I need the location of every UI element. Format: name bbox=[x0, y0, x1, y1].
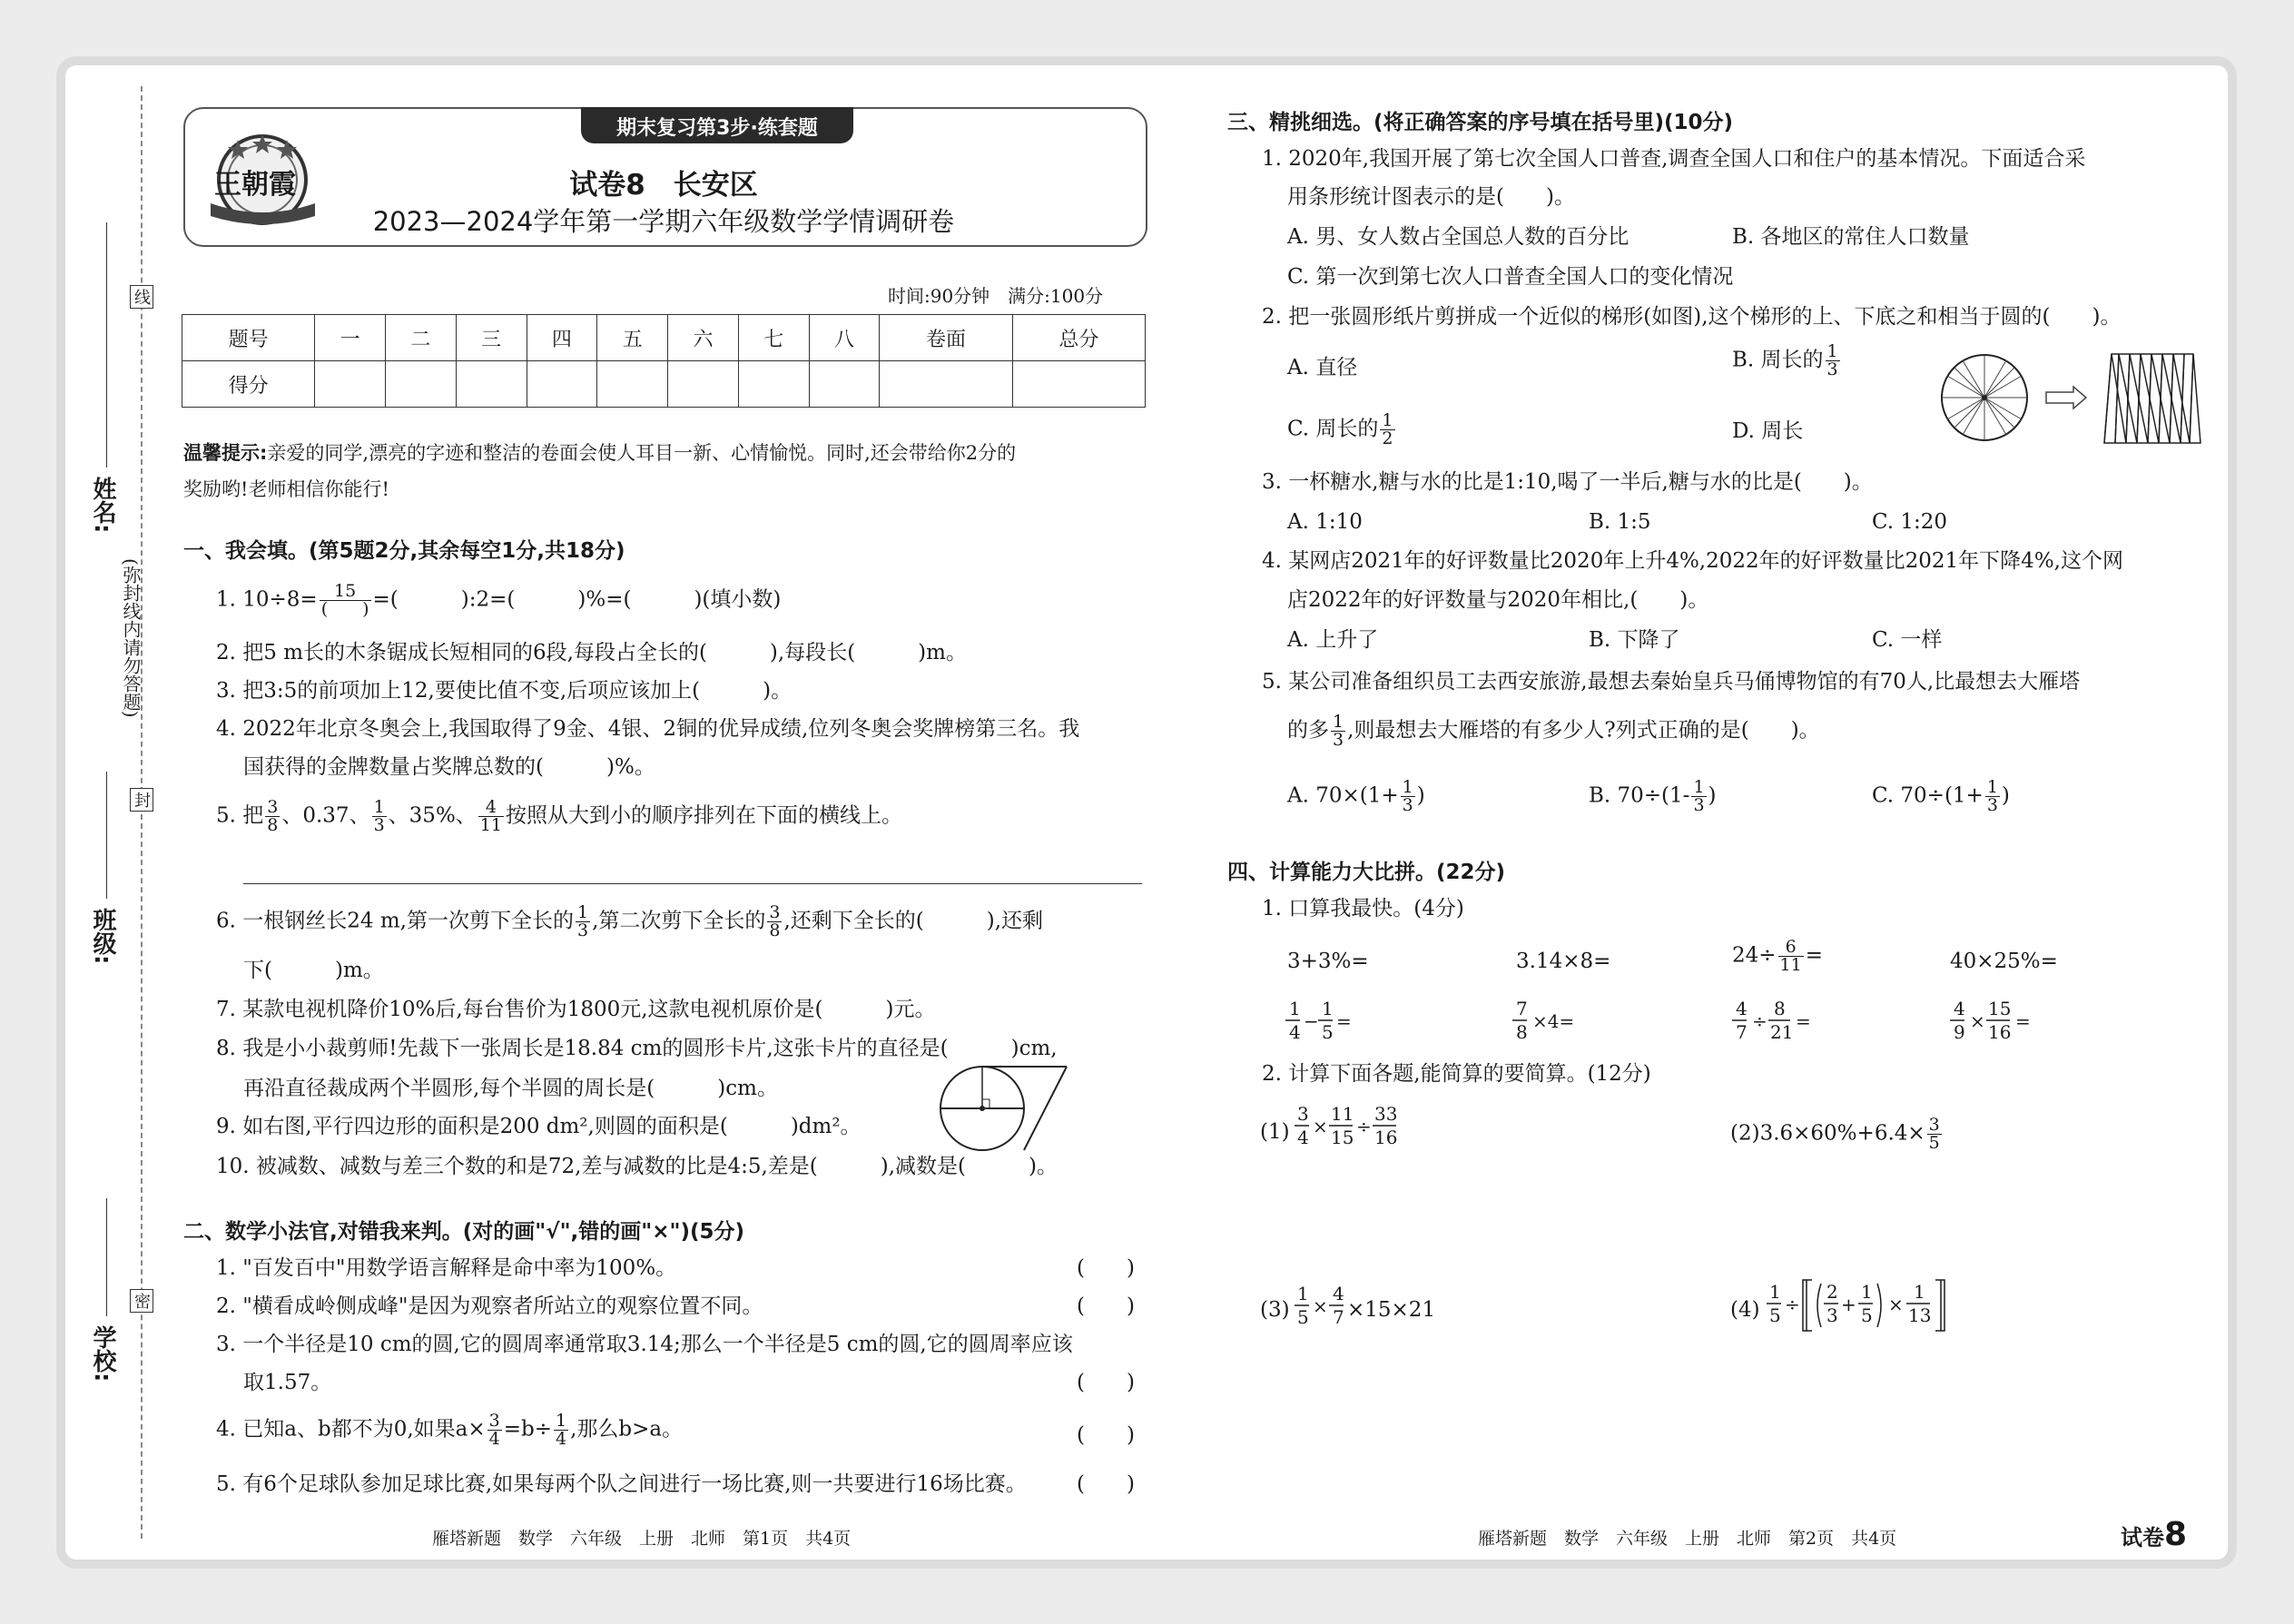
paper-badge bbox=[2121, 1516, 2187, 1553]
opt-text: C. 70÷(1+ bbox=[1872, 783, 1984, 808]
svg-text:÷: ÷ bbox=[1356, 1116, 1372, 1137]
svg-text:1: 1 bbox=[1769, 1281, 1781, 1303]
frac-den: 2 bbox=[1382, 428, 1393, 448]
score-header-cell: 总分 bbox=[1012, 315, 1145, 361]
frac-num: 1 bbox=[1826, 341, 1838, 361]
frac-den: 3 bbox=[1333, 730, 1344, 750]
s4-sub2: 2. 计算下面各题,能简算的要简算。(12分) bbox=[1262, 1062, 1651, 1086]
svg-text:7: 7 bbox=[1516, 998, 1528, 1019]
close-paren: ) bbox=[1708, 783, 1717, 808]
svg-text:4: 4 bbox=[1333, 1283, 1344, 1304]
s1-q9: 9. 如右图,平行四边形的面积是200 dm²,则圆的面积是( )dm²。 bbox=[216, 1115, 861, 1138]
svg-text:7: 7 bbox=[1736, 1021, 1748, 1043]
s1-q5-c: 、35%、 bbox=[388, 803, 477, 828]
score-header-cell: 八 bbox=[809, 315, 880, 361]
section3-title: 三、精挑细选。(将正确答案的序号填在括号里)(10分) bbox=[1227, 111, 1734, 134]
score-cell[interactable] bbox=[1012, 361, 1145, 408]
calc-2-text: (2)3.6×60%+6.4× bbox=[1730, 1121, 1925, 1146]
svg-text:9: 9 bbox=[1954, 1021, 1965, 1043]
badge-number: 8 bbox=[2164, 1516, 2188, 1553]
s3-q2-option-c[interactable] bbox=[1287, 412, 1397, 448]
s2-q4-answer[interactable]: ( ) bbox=[1077, 1423, 1135, 1447]
s1-q2: 2. 把5 m长的木条锯成长短相同的6段,每段占全长的( ),每段长( )m。 bbox=[216, 641, 967, 664]
svg-text:4: 4 bbox=[1736, 998, 1748, 1019]
frac-den: 11 bbox=[1779, 955, 1802, 975]
s3-q1-option-a[interactable]: A. 男、女人数占全国总人数的百分比 bbox=[1287, 225, 1629, 249]
svg-text:=: = bbox=[1796, 1010, 1811, 1032]
s3-q1-option-b[interactable]: B. 各地区的常住人口数量 bbox=[1732, 225, 1970, 249]
score-header-cell: 题号 bbox=[182, 315, 315, 361]
s3-q1-option-c[interactable]: C. 第一次到第七次人口普查全国人口的变化情况 bbox=[1287, 265, 1734, 289]
svg-text:21: 21 bbox=[1770, 1021, 1794, 1043]
score-cell[interactable] bbox=[385, 361, 456, 408]
s1-q3: 3. 把3:5的前项加上12,要使比值不变,后项应该加上( )。 bbox=[216, 679, 793, 703]
svg-text:+: + bbox=[1841, 1294, 1856, 1315]
score-row-label: 得分 bbox=[182, 361, 315, 408]
svg-text:5: 5 bbox=[1297, 1306, 1309, 1328]
frac-den: 4 bbox=[488, 1429, 500, 1449]
s3-q5-option-a[interactable] bbox=[1287, 779, 1425, 814]
score-table bbox=[182, 314, 1146, 408]
frac-num: 3 bbox=[769, 902, 781, 922]
calc-3-label: (3) bbox=[1260, 1298, 1290, 1322]
s2-q4-a: 4. 已知a、b都不为0,如果a× bbox=[216, 1417, 486, 1442]
s1-q6-a: 6. 一根钢丝长24 m,第一次剪下全长的 bbox=[216, 909, 574, 933]
score-header-cell: 六 bbox=[668, 315, 739, 361]
frac-1-3 bbox=[576, 904, 590, 940]
score-header-cell: 一 bbox=[315, 315, 386, 361]
s3-q1-line1: 1. 2020年,我国开展了第七次全国人口普查,调查全国人口和住户的基本情况。下面适合采 bbox=[1262, 147, 2086, 171]
s3-q4-line1: 4. 某网店2021年的好评数量比2020年上升4%,2022年的好评数量比2021年下降4%,这个网 bbox=[1262, 549, 2123, 573]
svg-text:5: 5 bbox=[1861, 1304, 1873, 1326]
score-cell[interactable] bbox=[527, 361, 597, 408]
exam-subtitle: 2023—2024学年第一学期六年级数学学情调研卷 bbox=[372, 206, 955, 237]
school-label: 学校: bbox=[89, 1325, 116, 1383]
circle-parallelogram-figure-icon bbox=[935, 1058, 1071, 1157]
s2-q5: 5. 有6个足球队参加足球比赛,如果每两个队之间进行一场比赛,则一共要进行16场比赛。 bbox=[216, 1472, 1027, 1496]
svg-text:÷: ÷ bbox=[1752, 1010, 1767, 1032]
s4-sub1: 1. 口算我最快。(4分) bbox=[1262, 897, 1464, 920]
svg-text:16: 16 bbox=[1374, 1127, 1398, 1148]
score-header-cell: 卷面 bbox=[880, 315, 1012, 361]
svg-text:2: 2 bbox=[1826, 1281, 1838, 1303]
frac-1-3 bbox=[1826, 343, 1840, 379]
name-field[interactable] bbox=[106, 222, 107, 468]
section4-title: 四、计算能力大比拼。(22分) bbox=[1227, 861, 1506, 884]
s3-q2-option-a[interactable]: A. 直径 bbox=[1287, 356, 1358, 379]
seal-mark-secret: 密 bbox=[130, 1289, 153, 1313]
s3-q3: 3. 一杯糖水,糖与水的比是1:10,喝了一半后,糖与水的比是( )。 bbox=[1262, 470, 1873, 494]
calc-4-label: (4) bbox=[1730, 1298, 1760, 1322]
svg-text:3: 3 bbox=[1826, 1304, 1838, 1326]
frac-num: 1 bbox=[1333, 712, 1344, 732]
s3-q3-option-a[interactable]: A. 1:10 bbox=[1287, 510, 1363, 534]
s1-q7: 7. 某款电视机降价10%后,每台售价为1800元,这款电视机原价是( )元。 bbox=[216, 998, 936, 1021]
section1-title: 一、我会填。(第5题2分,其余每空1分,共18分) bbox=[183, 539, 625, 563]
svg-text:3: 3 bbox=[1297, 1103, 1309, 1125]
score-cell[interactable] bbox=[809, 361, 880, 408]
svg-text:1: 1 bbox=[1861, 1281, 1873, 1303]
frac-1-3 bbox=[1691, 779, 1706, 814]
svg-text:16: 16 bbox=[1988, 1021, 2012, 1043]
frac-num: 1 bbox=[556, 1411, 567, 1431]
frac-num: 1 bbox=[576, 902, 589, 922]
svg-text:4: 4 bbox=[1954, 998, 1965, 1019]
tip-line1: 亲爱的同学,漂亮的字迹和整洁的卷面会使人耳目一新、心情愉悦。同时,还会带给你2分的 bbox=[267, 442, 1017, 464]
s1-q8-line2: 再沿直径裁成两个半圆形,每个半圆的周长是( )cm。 bbox=[243, 1077, 778, 1100]
calc-1-label: (1) bbox=[1260, 1120, 1290, 1144]
frac-num: 4 bbox=[478, 799, 504, 817]
score-cell[interactable] bbox=[880, 361, 1012, 408]
s1-q4-line1: 4. 2022年北京冬奥会上,我国取得了9金、4银、2铜的优异成绩,位列冬奥会奖牌榜第三名。我 bbox=[216, 717, 1080, 741]
option-c-text: C. 周长的 bbox=[1287, 417, 1379, 441]
svg-text:1: 1 bbox=[1322, 998, 1334, 1019]
svg-text:×4=: ×4= bbox=[1532, 1010, 1575, 1032]
frac-num: 1 bbox=[373, 797, 385, 817]
score-table-header-row bbox=[182, 315, 1146, 361]
frac-3-5 bbox=[1927, 1117, 1942, 1152]
s2-q1: 1. "百发百中"用数学语言解释是命中率为100%。 bbox=[216, 1256, 677, 1280]
frac-den: 3 bbox=[1826, 359, 1838, 379]
svg-text:=: = bbox=[2015, 1010, 2031, 1032]
s1-q1-b: =( ):2=( )%=( )(填小数) bbox=[372, 587, 782, 612]
s1-q5-a: 5. 把 bbox=[216, 803, 264, 828]
s3-q4-option-a[interactable]: A. 上升了 bbox=[1287, 628, 1379, 652]
frac-1-2 bbox=[1380, 412, 1394, 448]
score-header-cell: 二 bbox=[385, 315, 456, 361]
s1-q4-line2: 国获得的金牌数量占奖牌总数的( )%。 bbox=[243, 755, 655, 779]
frac-den: 3 bbox=[576, 920, 589, 940]
svg-text:×: × bbox=[1970, 1010, 1985, 1032]
close-paren: ) bbox=[2001, 783, 2010, 808]
opt-text: A. 70×(1+ bbox=[1287, 783, 1399, 808]
tip-label: 温馨提示: bbox=[183, 442, 268, 464]
s2-q3-answer[interactable]: ( ) bbox=[1077, 1371, 1135, 1394]
svg-text:8: 8 bbox=[1516, 1021, 1528, 1043]
frac-1-3 bbox=[372, 799, 387, 834]
exam-title: 试卷8 长安区 bbox=[569, 169, 758, 202]
frac-num: 1 bbox=[1402, 777, 1413, 797]
frac-1-3 bbox=[1985, 779, 2000, 814]
svg-text:×: × bbox=[1313, 1295, 1328, 1317]
oral-text: 24÷ bbox=[1732, 943, 1777, 968]
frac-num: 1 bbox=[1382, 410, 1393, 430]
s3-q5-l2b: ,则最想去大雁塔的有多少人?列式正确的是( )。 bbox=[1347, 718, 1820, 743]
svg-text:5: 5 bbox=[1322, 1021, 1334, 1043]
frac-3-8 bbox=[265, 799, 280, 834]
score-header-cell: 七 bbox=[738, 315, 809, 361]
seal-mark-line: 线 bbox=[130, 285, 153, 309]
svg-text:1: 1 bbox=[1914, 1281, 1925, 1303]
frac-4-11 bbox=[478, 799, 504, 834]
score-header-cell: 四 bbox=[527, 315, 597, 361]
frac-den: 3 bbox=[1402, 795, 1413, 815]
s3-q2-option-d[interactable]: D. 周长 bbox=[1732, 419, 1804, 443]
s1-q5-d: 按照从大到小的顺序排列在下面的横线上。 bbox=[505, 803, 902, 828]
frac-1-4 bbox=[554, 1412, 568, 1448]
svg-text:4: 4 bbox=[1297, 1127, 1309, 1148]
svg-text:=: = bbox=[1336, 1010, 1352, 1032]
svg-text:7: 7 bbox=[1333, 1306, 1344, 1328]
frac-num: 1 bbox=[1986, 777, 1998, 797]
svg-text:÷: ÷ bbox=[1785, 1294, 1800, 1315]
score-header-cell: 五 bbox=[597, 315, 668, 361]
svg-text:4: 4 bbox=[1289, 1021, 1301, 1043]
oral-item-3 bbox=[1732, 939, 1823, 974]
frac-den: 3 bbox=[1986, 795, 1998, 815]
calc-3-tail: ×15×21 bbox=[1347, 1298, 1436, 1322]
class-label: 班级: bbox=[89, 908, 116, 965]
oral-item-2: 3.14×8= bbox=[1516, 950, 1611, 973]
svg-text:1: 1 bbox=[1297, 1283, 1309, 1304]
svg-text:13: 13 bbox=[1908, 1304, 1932, 1326]
calc-2 bbox=[1730, 1117, 1944, 1152]
circle-to-trapezoid-figure-icon bbox=[1939, 349, 2202, 448]
score-cell[interactable] bbox=[668, 361, 739, 408]
svg-text:11: 11 bbox=[1331, 1103, 1354, 1125]
s3-q4-option-c[interactable]: C. 一样 bbox=[1872, 628, 1943, 652]
svg-text:15: 15 bbox=[1988, 998, 2012, 1019]
oral-fraction-row bbox=[1285, 995, 2193, 1049]
logo-text: 王朝霞 bbox=[214, 169, 296, 201]
s1-q5-answer-line[interactable] bbox=[243, 883, 1142, 884]
svg-text:15: 15 bbox=[1331, 1127, 1354, 1148]
footer-left: 雁塔新题 数学 六年级 上册 北师 第1页 共4页 bbox=[432, 1529, 852, 1549]
s2-q3-line1: 3. 一个半径是10 cm的圆,它的圆周率通常取3.14;那么一个半径是5 cm的圆,它的圆周率应该 bbox=[216, 1333, 1073, 1356]
frac-den: 8 bbox=[267, 815, 279, 835]
footer-right: 雁塔新题 数学 六年级 上册 北师 第2页 共4页 bbox=[1478, 1529, 1897, 1549]
frac-num: 6 bbox=[1778, 939, 1804, 957]
svg-text:×: × bbox=[1313, 1116, 1328, 1137]
frac-den: 8 bbox=[769, 920, 781, 940]
oral-item-1: 3+3%= bbox=[1287, 950, 1369, 973]
svg-text:33: 33 bbox=[1374, 1103, 1398, 1125]
school-field[interactable] bbox=[106, 1198, 107, 1316]
frac-num: 3 bbox=[488, 1411, 500, 1431]
close-paren: ) bbox=[1416, 783, 1425, 808]
frac-den: 4 bbox=[556, 1429, 567, 1449]
s1-q6-b: ,第二次剪下全长的 bbox=[592, 909, 766, 933]
score-header-cell: 三 bbox=[456, 315, 527, 361]
s3-q5-option-b[interactable] bbox=[1589, 779, 1717, 814]
score-cell[interactable] bbox=[738, 361, 809, 408]
s1-q6-c: ,还剩下全长的( ),还剩 bbox=[783, 909, 1044, 933]
frac-1-3 bbox=[1331, 714, 1345, 749]
class-field[interactable] bbox=[106, 772, 107, 899]
svg-text:1: 1 bbox=[1289, 998, 1301, 1019]
frac-den: 3 bbox=[1693, 795, 1705, 815]
frac-3-4 bbox=[487, 1412, 502, 1448]
frac-num: 1 bbox=[1693, 777, 1705, 797]
s2-q4-b: =b÷ bbox=[503, 1417, 552, 1442]
s2-q5-answer[interactable]: ( ) bbox=[1077, 1472, 1135, 1496]
frac-6-11 bbox=[1778, 939, 1804, 974]
seal-notice: (弥封线内请勿答题) bbox=[120, 558, 142, 718]
equals: = bbox=[1805, 943, 1824, 968]
frac-num: 3 bbox=[267, 797, 279, 817]
svg-text:5: 5 bbox=[1769, 1304, 1781, 1326]
frac-3-8 bbox=[767, 904, 782, 940]
s2-q2: 2. "横看成岭侧成峰"是因为观察者所站立的观察位置不同。 bbox=[216, 1294, 763, 1318]
s2-q2-answer[interactable]: ( ) bbox=[1077, 1294, 1135, 1318]
badge-text: 试卷 bbox=[2121, 1525, 2164, 1550]
oral-item-4: 40×25%= bbox=[1950, 950, 2058, 973]
opt-text: B. 70÷(1- bbox=[1589, 783, 1690, 808]
s2-q3-line2: 取1.57。 bbox=[243, 1371, 332, 1394]
name-label: 姓名: bbox=[89, 477, 116, 534]
s3-q4-line2: 店2022年的好评数量与2020年相比,( )。 bbox=[1287, 588, 1709, 612]
s3-q2-option-b[interactable] bbox=[1732, 343, 1842, 379]
s1-q1-frac bbox=[320, 583, 371, 618]
score-table-score-row bbox=[182, 361, 1146, 408]
frac-num: 3 bbox=[1928, 1115, 1940, 1135]
s1-q10: 10. 被减数、减数与差三个数的和是72,差与减数的比是4:5,差是( ),减数是( )。 bbox=[216, 1155, 1058, 1178]
frac-den[interactable]: ( ) bbox=[320, 599, 369, 619]
frac-1-3 bbox=[1401, 779, 1415, 814]
time-info: 时间:90分钟 满分:100分 bbox=[888, 285, 1104, 307]
score-cell[interactable] bbox=[456, 361, 527, 408]
frac-den: 5 bbox=[1928, 1133, 1940, 1153]
s3-q2: 2. 把一张圆形纸片剪拼成一个近似的梯形(如图),这个梯形的上、下底之和相当于圆的( )。 bbox=[1262, 305, 2122, 329]
s1-q1-a: 1. 10÷8= bbox=[216, 587, 318, 612]
s3-q5-option-c[interactable] bbox=[1872, 779, 2010, 814]
svg-text:−: − bbox=[1304, 1010, 1319, 1032]
s3-q3-option-c[interactable]: C. 1:20 bbox=[1872, 510, 1948, 534]
s3-q1-line2: 用条形统计图表示的是( )。 bbox=[1287, 185, 1575, 209]
s3-q5-line1: 5. 某公司准备组织员工去西安旅游,最想去秦始皇兵马俑博物馆的有70人,比最想去大雁塔 bbox=[1262, 670, 2081, 694]
svg-text:8: 8 bbox=[1774, 998, 1786, 1019]
score-cell[interactable] bbox=[597, 361, 668, 408]
s2-q4-c: ,那么b>a。 bbox=[570, 1417, 684, 1442]
svg-text:×: × bbox=[1888, 1294, 1904, 1315]
section2-title: 二、数学小法官,对错我来判。(对的画"√",错的画"×")(5分) bbox=[183, 1220, 745, 1244]
s1-q6-line2: 下( )m。 bbox=[243, 959, 384, 982]
seal-mark-seal: 封 bbox=[130, 788, 153, 812]
frac-den: 11 bbox=[479, 815, 502, 835]
frac-num: 15 bbox=[320, 583, 371, 601]
banner-text: 期末复习第3步·练套题 bbox=[616, 117, 818, 140]
score-cell[interactable] bbox=[315, 361, 386, 408]
s2-q1-answer[interactable]: ( ) bbox=[1077, 1256, 1135, 1280]
s1-q8-line1: 8. 我是小小裁剪师!先裁下一张周长是18.84 cm的圆形卡片,这张卡片的直径是( )cm, bbox=[216, 1037, 1058, 1060]
s3-q3-option-b[interactable]: B. 1:5 bbox=[1589, 510, 1651, 534]
s3-q5-l2a: 的多 bbox=[1287, 718, 1329, 743]
tip-line2: 奖励哟!老师相信你能行! bbox=[183, 478, 389, 500]
calc-4-expression bbox=[1767, 1275, 1966, 1338]
frac-den: 3 bbox=[373, 815, 385, 835]
s3-q4-option-b[interactable]: B. 下降了 bbox=[1589, 628, 1680, 652]
calc-1-expression bbox=[1295, 1100, 1422, 1155]
option-b-text: B. 周长的 bbox=[1732, 348, 1824, 372]
s1-q5-b: 、0.37、 bbox=[281, 803, 370, 828]
